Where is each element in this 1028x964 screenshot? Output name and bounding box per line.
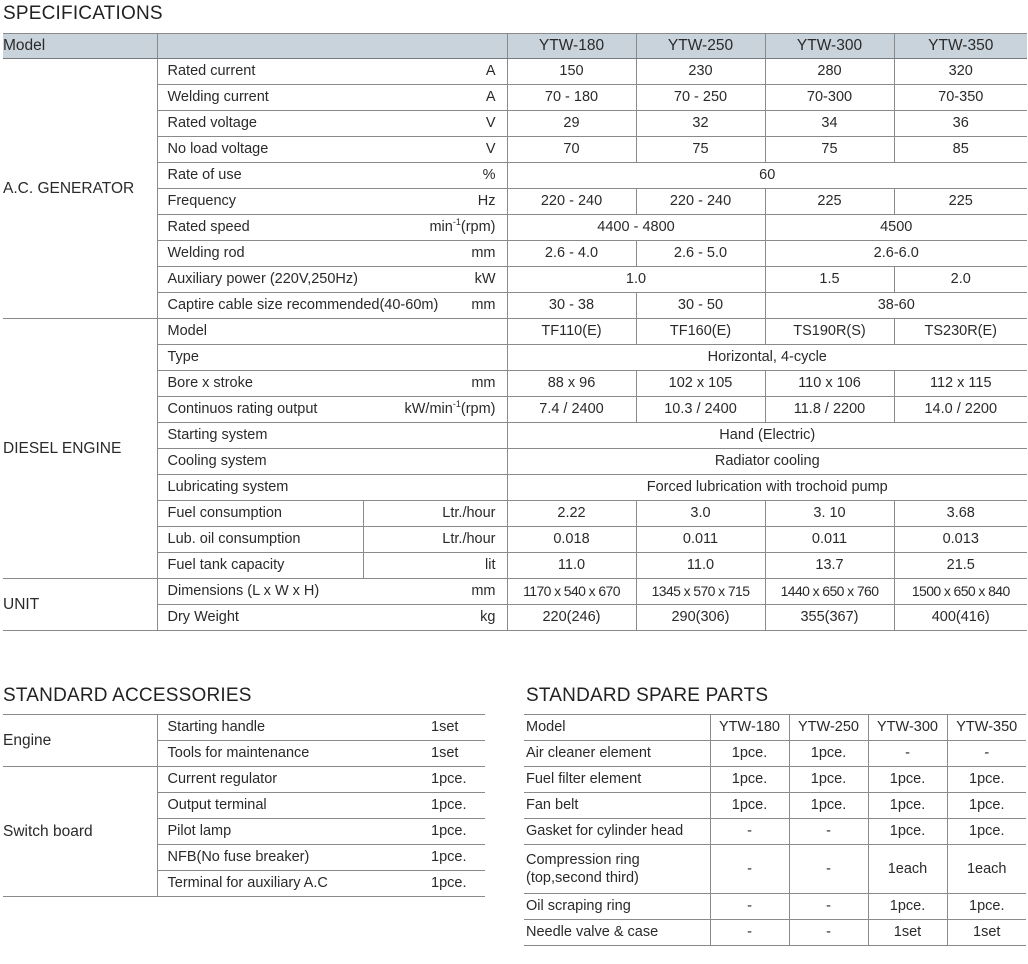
cell-value: 1pce. [789,741,868,767]
table-row [3,345,1027,371]
row-unit: mm [363,579,507,605]
cell-value: 2.22 [507,501,636,527]
row-item: Lubricating system [157,475,363,501]
cell-value: - [710,845,789,894]
table-row [524,845,1026,894]
table-row [3,501,1027,527]
header-model-2: YTW-250 [789,715,868,741]
row-item: Dimensions (L x W x H) [157,579,363,605]
table-row [3,423,1027,449]
cell-value: 13.7 [765,553,894,579]
table-row [3,215,1027,241]
table-row [3,449,1027,475]
row-item: Fuel consumption [157,501,363,527]
header-model-3: YTW-300 [868,715,947,741]
row-unit: mm [363,293,507,319]
row-item: Model [157,319,363,345]
unit-base: min [429,219,453,235]
cell-value-merged: Radiator cooling [507,449,1027,475]
row-unit: mm [363,241,507,267]
row-item-line2: (top,second third) [526,870,639,886]
cell-value: 1each [947,845,1026,894]
cell-value: 355(367) [765,605,894,631]
cell-value: 70-300 [765,85,894,111]
row-item: No load voltage [157,137,363,163]
row-item: Welding rod [157,241,363,267]
unit-sup: -1 [452,217,461,227]
cell-value-merged: Forced lubrication with trochoid pump [507,475,1027,501]
header-model-1: YTW-180 [507,34,636,59]
row-unit: A [363,85,507,111]
cell-value: 1pce. [710,767,789,793]
table-row [524,920,1026,946]
row-item-line1: Compression ring [526,852,640,868]
category-unit: UNIT [3,579,157,631]
row-item: Output terminal [157,793,431,819]
row-item: Type [157,345,363,371]
cell-value: 29 [507,111,636,137]
row-qty: 1pce. [431,871,485,897]
header-model-4: YTW-350 [894,34,1027,59]
header-model-3: YTW-300 [765,34,894,59]
category-switch-board: Switch board [3,767,157,897]
cell-value: 11.0 [636,553,765,579]
specifications-title: SPECIFICATIONS [3,3,163,24]
category-engine: DIESEL ENGINE [3,319,157,579]
row-item: Fuel tank capacity [157,553,363,579]
row-unit: Ltr./hour [363,527,507,553]
cell-value: 1pce. [947,819,1026,845]
table-row [3,59,1027,85]
cell-value: 1pce. [710,741,789,767]
row-unit [363,423,507,449]
cell-value: 1440 x 650 x 760 [765,579,894,605]
category-engine: Engine [3,715,157,767]
cell-value: 1pce. [710,793,789,819]
cell-value: 11.8 / 2200 [765,397,894,423]
cell-value: 220 - 240 [636,189,765,215]
row-unit [363,397,507,423]
cell-value: 0.011 [765,527,894,553]
cell-value: - [789,894,868,920]
cell-value: 30 - 50 [636,293,765,319]
row-item: Oil scraping ring [524,894,710,920]
cell-value: 0.018 [507,527,636,553]
cell-value: 1pce. [868,819,947,845]
unit-tail: (rpm) [460,401,496,417]
row-qty: 1pce. [431,793,485,819]
row-unit [363,215,507,241]
row-item: Rated voltage [157,111,363,137]
table-row [3,189,1027,215]
row-qty: 1pce. [431,845,485,871]
row-item: Auxiliary power (220V,250Hz) [157,267,363,293]
row-unit [363,345,507,371]
row-item: Continuos rating output [157,397,363,423]
cell-value: 88 x 96 [507,371,636,397]
cell-value: 1set [947,920,1026,946]
row-qty: 1pce. [431,819,485,845]
cell-value: 1pce. [947,894,1026,920]
table-row [3,579,1027,605]
header-model-1: YTW-180 [710,715,789,741]
row-item: Rate of use [157,163,363,189]
row-item: Starting handle [157,715,431,741]
row-item: Terminal for auxiliary A.C [157,871,431,897]
cell-value: 3. 10 [765,501,894,527]
unit-tail: (rpm) [460,219,496,235]
cell-value: - [789,845,868,894]
table-row [3,241,1027,267]
row-item: Current regulator [157,767,431,793]
row-qty: 1set [431,715,485,741]
cell-value: 1pce. [947,767,1026,793]
cell-value: 110 x 106 [765,371,894,397]
cell-value: 1500 x 650 x 840 [894,579,1027,605]
cell-value: 70 [507,137,636,163]
cell-value: 75 [636,137,765,163]
row-qty: 1set [431,741,485,767]
cell-value: - [947,741,1026,767]
cell-value: - [868,741,947,767]
row-unit: lit [363,553,507,579]
table-row [3,715,485,741]
row-item: Needle valve & case [524,920,710,946]
row-qty: 1pce. [431,767,485,793]
row-item: Rated current [157,59,363,85]
table-row [3,527,1027,553]
table-row [524,767,1026,793]
row-item: Tools for maintenance [157,741,431,767]
cell-value: 225 [765,189,894,215]
cell-value: 36 [894,111,1027,137]
cell-value: 70 - 180 [507,85,636,111]
cell-value: - [710,894,789,920]
row-unit: V [363,137,507,163]
cell-value: 150 [507,59,636,85]
cell-value: 11.0 [507,553,636,579]
cell-value-merged: 4400 - 4800 [507,215,765,241]
cell-value: 2.0 [894,267,1027,293]
cell-value: 32 [636,111,765,137]
cell-value: 230 [636,59,765,85]
table-row [3,553,1027,579]
row-unit: kg [363,605,507,631]
cell-value: 75 [765,137,894,163]
row-item [524,845,710,894]
cell-value: 3.0 [636,501,765,527]
table-row [3,319,1027,345]
row-unit [363,449,507,475]
row-unit: Ltr./hour [363,501,507,527]
row-item: Fuel filter element [524,767,710,793]
cell-value-merged: 1.0 [507,267,765,293]
cell-value: 1pce. [868,793,947,819]
row-unit: % [363,163,507,189]
header-model-2: YTW-250 [636,34,765,59]
cell-value: 400(416) [894,605,1027,631]
cell-value: 10.3 / 2400 [636,397,765,423]
cell-value-merged: Horizontal, 4-cycle [507,345,1027,371]
cell-value-merged: 60 [507,163,1027,189]
cell-value: TS230R(E) [894,319,1027,345]
row-unit: V [363,111,507,137]
unit-base: kW/min [404,401,453,417]
row-unit [363,319,507,345]
accessories-table [3,714,485,897]
accessories-title: STANDARD ACCESSORIES [3,685,252,706]
header-blank [157,34,507,59]
row-unit: mm [363,371,507,397]
header-model-label: Model [524,715,710,741]
cell-value: 14.0 / 2200 [894,397,1027,423]
table-row [3,85,1027,111]
cell-value: 112 x 115 [894,371,1027,397]
cell-value: 1170 x 540 x 670 [507,579,636,605]
row-item: Cooling system [157,449,363,475]
unit-sup: -1 [452,399,461,409]
cell-value: 320 [894,59,1027,85]
cell-value: - [710,819,789,845]
table-row [3,605,1027,631]
cell-value: TF110(E) [507,319,636,345]
cell-value: 280 [765,59,894,85]
cell-value: 70-350 [894,85,1027,111]
cell-value: 220 - 240 [507,189,636,215]
table-row [3,371,1027,397]
table-row [3,293,1027,319]
cell-value: 1pce. [789,793,868,819]
cell-value: 220(246) [507,605,636,631]
row-item: Frequency [157,189,363,215]
row-item: Captire cable size recommended(40-60m) [157,293,363,319]
table-row [3,137,1027,163]
cell-value: 1pce. [947,793,1026,819]
cell-value: 2.6 - 4.0 [507,241,636,267]
cell-value: 1pce. [789,767,868,793]
table-header-row [3,34,1027,59]
row-item: NFB(No fuse breaker) [157,845,431,871]
cell-value-merged: Hand (Electric) [507,423,1027,449]
cell-value: 1each [868,845,947,894]
cell-value: 1.5 [765,267,894,293]
table-row [3,267,1027,293]
header-model-label: Model [3,34,157,59]
cell-value-merged: 4500 [765,215,1027,241]
table-row [524,793,1026,819]
cell-value: 7.4 / 2400 [507,397,636,423]
row-item: Pilot lamp [157,819,431,845]
cell-value: 1345 x 570 x 715 [636,579,765,605]
cell-value: 85 [894,137,1027,163]
cell-value: 2.6 - 5.0 [636,241,765,267]
spare-parts-title: STANDARD SPARE PARTS [526,685,769,706]
row-item: Lub. oil consumption [157,527,363,553]
row-item: Rated speed [157,215,363,241]
row-item: Starting system [157,423,363,449]
category-generator: A.C. GENERATOR [3,59,157,319]
cell-value: TF160(E) [636,319,765,345]
spare-parts-table [524,714,1026,946]
cell-value: 102 x 105 [636,371,765,397]
cell-value: 34 [765,111,894,137]
row-unit [363,475,507,501]
row-unit: A [363,59,507,85]
row-item: Gasket for cylinder head [524,819,710,845]
table-row [3,163,1027,189]
cell-value: 0.011 [636,527,765,553]
row-item: Air cleaner element [524,741,710,767]
row-unit: Hz [363,189,507,215]
header-model-4: YTW-350 [947,715,1026,741]
table-row [3,111,1027,137]
row-item: Dry Weight [157,605,363,631]
cell-value: 30 - 38 [507,293,636,319]
table-row [524,819,1026,845]
cell-value: TS190R(S) [765,319,894,345]
cell-value: - [710,920,789,946]
cell-value-merged: 38-60 [765,293,1027,319]
table-row [3,767,485,793]
cell-value: 1pce. [868,894,947,920]
cell-value-merged: 2.6-6.0 [765,241,1027,267]
table-row [3,475,1027,501]
cell-value: - [789,920,868,946]
cell-value: 290(306) [636,605,765,631]
row-item: Fan belt [524,793,710,819]
table-row [3,397,1027,423]
cell-value: 0.013 [894,527,1027,553]
table-header-row [524,715,1026,741]
cell-value: - [789,819,868,845]
specifications-table [3,33,1027,631]
row-item: Bore x stroke [157,371,363,397]
table-row [524,894,1026,920]
row-item: Welding current [157,85,363,111]
cell-value: 1pce. [868,767,947,793]
cell-value: 3.68 [894,501,1027,527]
cell-value: 1set [868,920,947,946]
table-row [524,741,1026,767]
row-unit: kW [363,267,507,293]
cell-value: 70 - 250 [636,85,765,111]
cell-value: 21.5 [894,553,1027,579]
cell-value: 225 [894,189,1027,215]
